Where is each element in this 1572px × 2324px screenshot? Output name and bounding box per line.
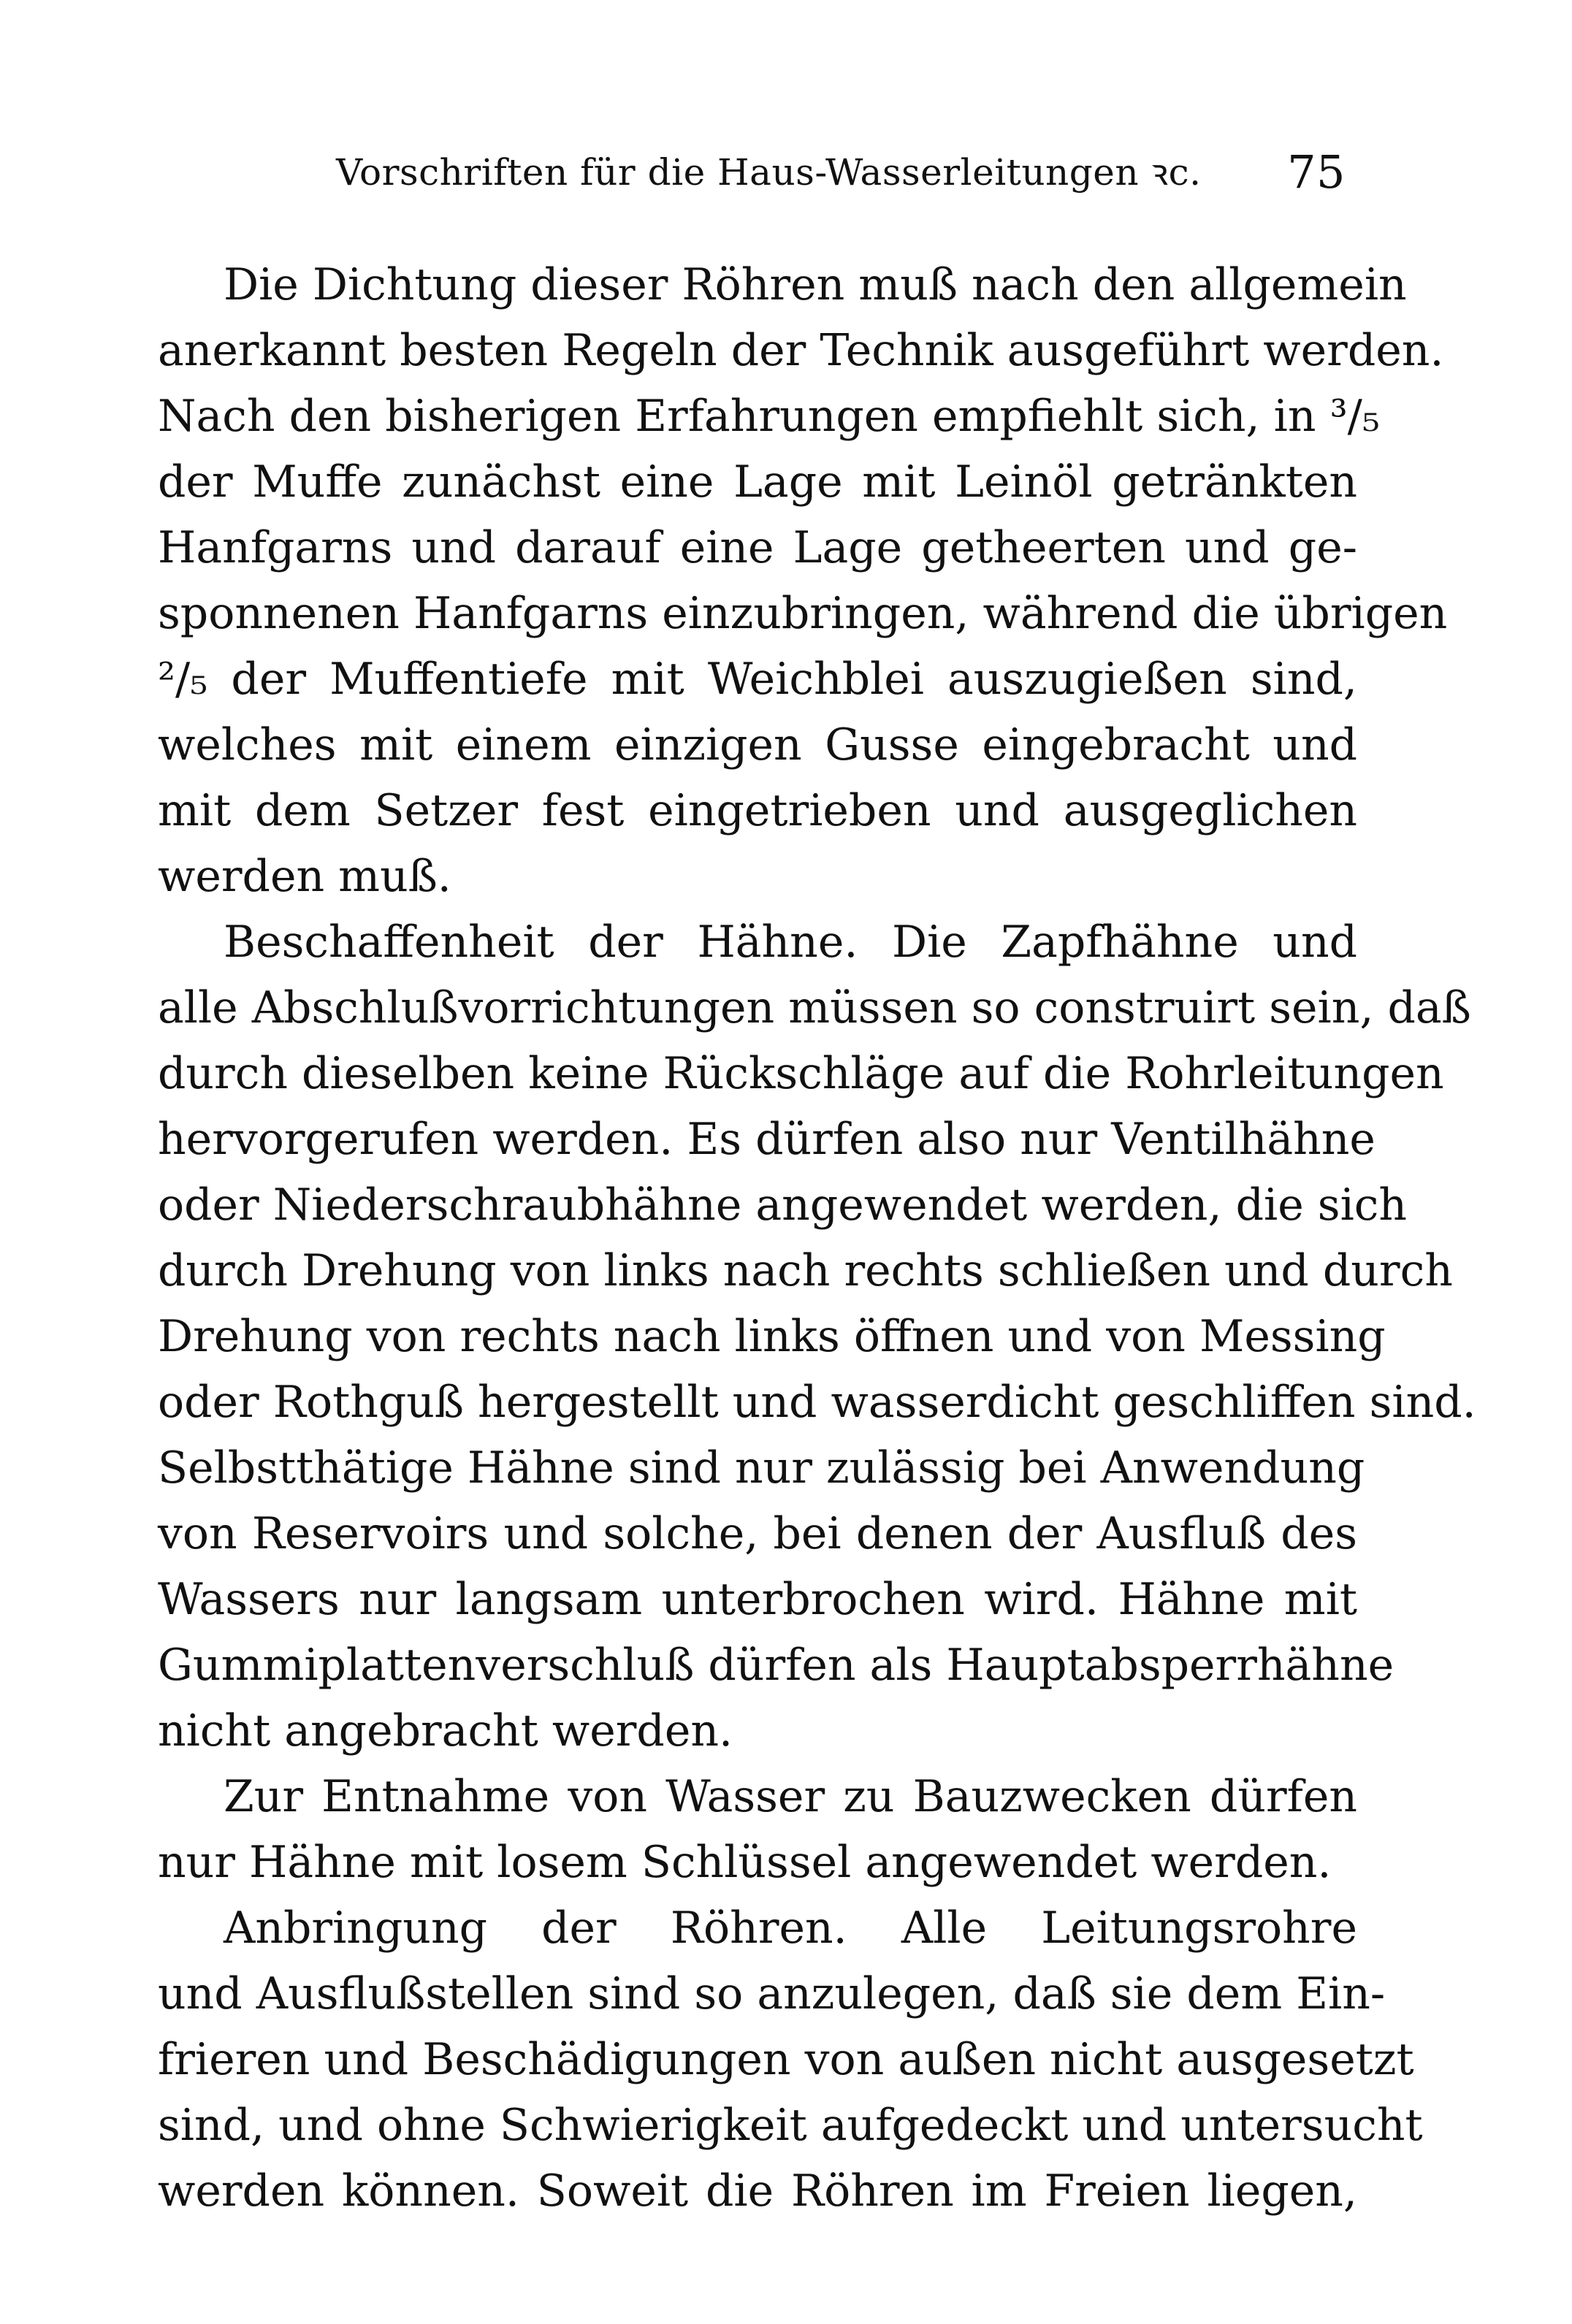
running-head: [161, 143, 1346, 202]
text-line: Nach den bisherigen Erfahrungen empfiehlt sich, in ³/₅: [158, 391, 1380, 442]
text-line: frieren und Beschädigungen von außen nicht ausgesetzt: [158, 2034, 1414, 2085]
text-line: durch dieselben keine Rückschläge auf die Rohrleitungen: [158, 1048, 1444, 1099]
text-line: hervorgerufen werden. Es dürfen also nur Ventilhähne: [158, 1114, 1376, 1165]
page-number: 75: [1287, 145, 1346, 199]
text-line: mit dem Setzer fest eingetrieben und ausgeglichen: [158, 785, 1357, 836]
text-line: oder Niederschraubhähne angewendet werden, die sich: [158, 1180, 1407, 1231]
text-line: der Muffe zunächst eine Lage mit Leinöl getränkten: [158, 456, 1357, 508]
text-line: ²/₅ der Muffentiefe mit Weichblei auszugießen sind,: [158, 654, 1357, 705]
text-line: sponnenen Hanfgarns einzubringen, während die übrigen: [158, 588, 1448, 639]
text-line: oder Rothguß hergestellt und wasserdicht geschliffen sind.: [158, 1377, 1476, 1428]
text-line: durch Drehung von links nach rechts schließen und durch: [158, 1245, 1453, 1296]
text-line: von Reservoirs und solche, bei denen der Ausfluß des: [158, 1508, 1357, 1559]
text-line: anerkannt besten Regeln der Technik ausgeführt werden.: [158, 325, 1444, 376]
running-title: Vorschriften für die Haus-Wasserleitungen ꝛc.: [336, 151, 1202, 194]
text-line: Anbringung der Röhren. Alle Leitungsrohre: [224, 1903, 1357, 1954]
text-line: Gummiplattenverschluß dürfen als Hauptabsperrhähne: [158, 1640, 1394, 1691]
text-line: Beschaffenheit der Hähne. Die Zapfhähne und: [224, 917, 1357, 968]
text-line: Die Dichtung dieser Röhren muß nach den allgemein: [224, 259, 1407, 310]
text-line: und Ausflußstellen sind so anzulegen, daß sie dem Ein-: [158, 1968, 1386, 2019]
text-line: welches mit einem einzigen Gusse eingebracht und: [158, 719, 1357, 771]
text-line: Zur Entnahme von Wasser zu Bauzwecken dürfen: [224, 1771, 1357, 1822]
text-line: sind, und ohne Schwierigkeit aufgedeckt und untersucht: [158, 2100, 1423, 2151]
body-text: [158, 252, 1476, 2224]
text-line: nur Hähne mit losem Schlüssel angewendet werden.: [158, 1837, 1332, 1888]
text-line: alle Abschlußvorrichtungen müssen so construirt sein, daß: [158, 982, 1471, 1033]
text-line: Selbstthätige Hähne sind nur zulässig bei Anwendung: [158, 1442, 1365, 1494]
text-line: Hanfgarns und darauf eine Lage getheerten und ge-: [158, 522, 1357, 573]
text-line: Wassers nur langsam unterbrochen wird. Hähne mit: [158, 1574, 1357, 1625]
text-line: werden können. Soweit die Röhren im Freien liegen,: [158, 2166, 1357, 2217]
text-line: Drehung von rechts nach links öffnen und von Messing: [158, 1311, 1386, 1362]
text-line: nicht angebracht werden.: [158, 1705, 733, 1757]
text-line: werden muß.: [158, 851, 451, 902]
